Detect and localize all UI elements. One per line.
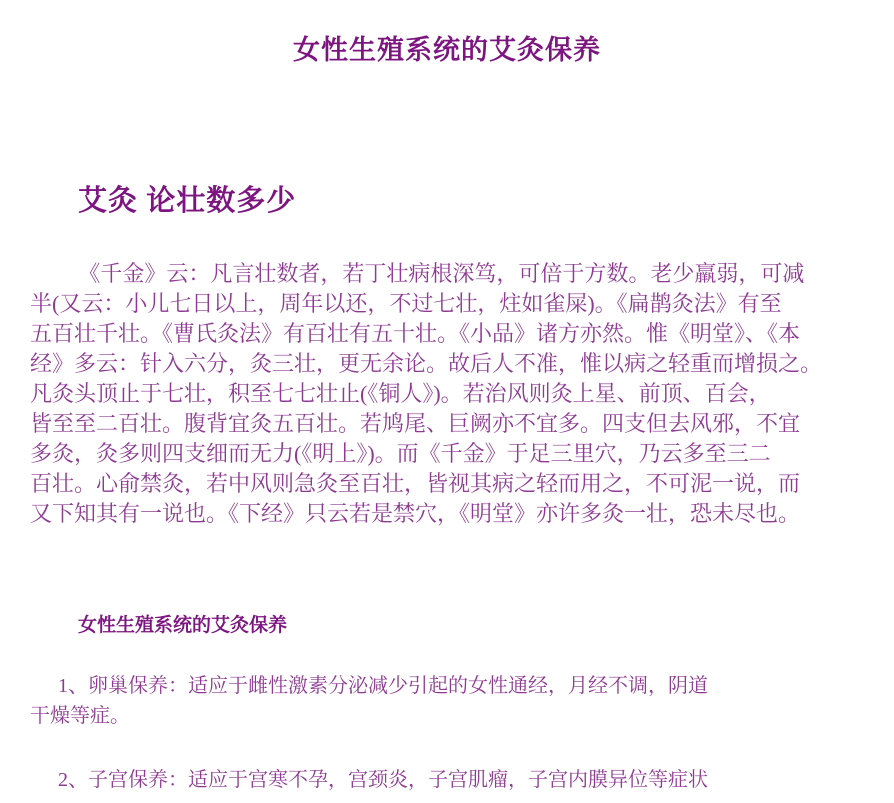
section-heading-moxa: 艾灸 论壮数多少 (78, 184, 297, 217)
paragraph-line: 多灸，灸多则四支细而无力(《明上》)。而《千金》于足三里穴，乃云多至三二 (30, 440, 771, 466)
list-item-ovary (30, 671, 864, 731)
section-heading-care: 女性生殖系统的艾灸保养 (78, 614, 288, 636)
paragraph-line: 皆至至二百壮。腹背宜灸五百壮。若鸠尾、巨阙亦不宜多。四支但去风邪，不宜 (30, 410, 801, 436)
paragraph-line: 《千金》云：凡言壮数者，若丁壮病根深笃，可倍于方数。老少羸弱，可减 (78, 260, 805, 286)
list-item-uterus (30, 765, 864, 795)
page-title: 女性生殖系统的艾灸保养 (293, 35, 601, 65)
item-line: 1、卵巢保养：适应于雌性激素分泌减少引起的女性通经，月经不调，阴道 (58, 675, 708, 698)
paragraph-line: 五百壮千壮。《曹氏灸法》有百壮有五十壮。《小品》诸方亦然。惟《明堂》、《本 (30, 320, 801, 346)
paragraph-line: 又下知其有一说也。《下经》只云若是禁穴，《明堂》亦许多灸一壮，恐未尽也。 (30, 500, 801, 526)
paragraph-line: 百壮。心俞禁灸，若中风则急灸至百壮，皆视其病之轻而用之，不可泥一说，而 (30, 470, 801, 496)
item-line: 2、子宫保养：适应于宫寒不孕，宫颈炎，子宫肌瘤，子宫内膜异位等症状 (58, 769, 708, 792)
item-line: 干燥等症。 (30, 705, 130, 728)
paragraph-line: 经》多云：针入六分，灸三壮，更无余论。故后人不准，惟以病之轻重而增损之。 (30, 350, 823, 376)
body-paragraph (30, 259, 864, 529)
paragraph-line: 半(又云：小儿七日以上，周年以还，不过七壮，炷如雀屎)。《扁鹊灸法》有至 (30, 290, 782, 316)
paragraph-line: 凡灸头顶止于七壮，积至七七壮止(《铜人》)。若治风则灸上星、前顶、百会， (30, 380, 771, 406)
